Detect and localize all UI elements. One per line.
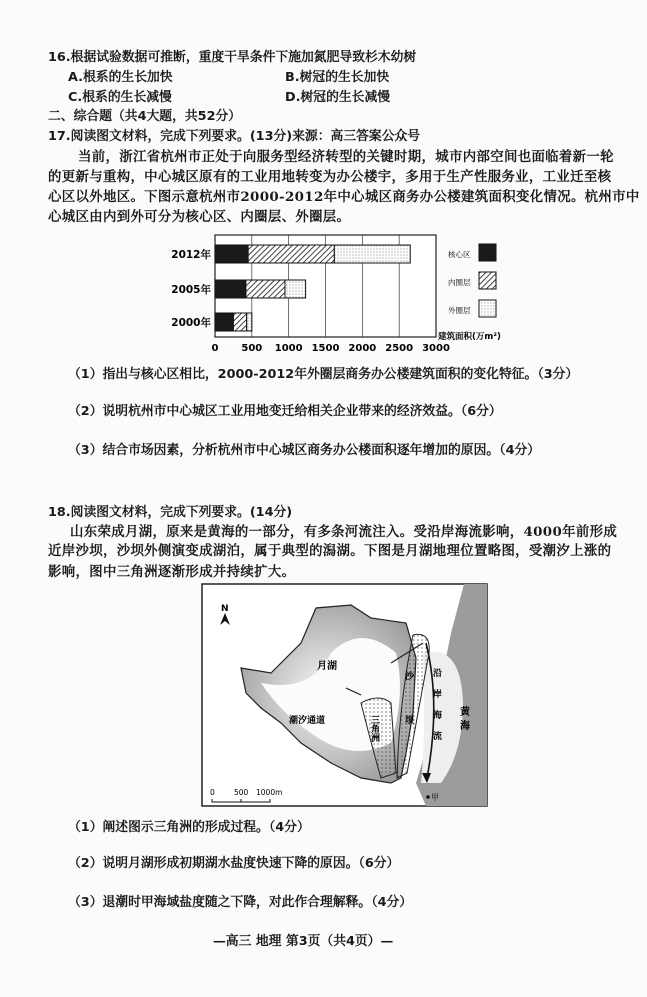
q18-para-line: 山东荣成月湖，原来是黄海的一部分，有多条河流注入。受沿岸海流影响，4000年前形成 bbox=[70, 524, 618, 540]
x-tick-label: 2500 bbox=[385, 343, 414, 354]
q18-title: 18.阅读图文材料，完成下列要求。(14分) bbox=[48, 505, 293, 520]
q16-option-b: B.树冠的生长加快 bbox=[285, 70, 390, 85]
q16-option-a: A.根系的生长加快 bbox=[68, 70, 173, 85]
bar-segment-内圈层 bbox=[233, 313, 246, 331]
q17-para-line: 的更新与重构，中心城区原有的工业用地转变为办公楼宇，多用于生产性服务业，工业迁至核 bbox=[48, 169, 612, 185]
x-axis-label: 建筑面积(万m²) bbox=[438, 332, 501, 342]
q18-para-line: 近岸沙坝，沙坝外侧演变成湖泊，属于典型的潟湖。下图是月湖地理位置略图，受潮汐上涨的 bbox=[48, 543, 612, 559]
q17-para-line: 心区以外地区。下图示意杭州市2000-2012年中心城区商务办公楼建筑面积变化情况。杭州市中 bbox=[48, 189, 640, 205]
yuehu-location-map bbox=[201, 583, 488, 807]
page-footer: —高三 地理 第3页（共4页）— bbox=[213, 934, 394, 949]
q18-question-2: （2）说明月湖形成初期湖水盐度快速下降的原因。（6分） bbox=[68, 856, 400, 871]
q17-para-line: 心城区由内到外可分为核心区、内圈层、外圈层。 bbox=[48, 209, 351, 225]
bar-segment-外圈层 bbox=[285, 280, 306, 298]
q16-stem: 16.根据试验数据可推断，重度干旱条件下施加氮肥导致杉木幼树 bbox=[48, 50, 417, 65]
bar-segment-核心区 bbox=[215, 313, 233, 331]
legend-swatch bbox=[479, 272, 496, 289]
legend-swatch bbox=[479, 244, 496, 261]
north-label: N bbox=[221, 604, 229, 614]
x-tick-label: 500 bbox=[241, 343, 263, 354]
q17-title: 17.阅读图文材料，完成下列要求。(13分)来源：高三答案公众号 bbox=[48, 129, 421, 144]
q18-question-3: （3）退潮时甲海域盐度随之下降，对此作合理解释。（4分） bbox=[68, 895, 413, 910]
bar-segment-内圈层 bbox=[246, 280, 285, 298]
bar-segment-外圈层 bbox=[247, 313, 252, 331]
scale-500: 500 bbox=[234, 788, 249, 797]
office-area-chart bbox=[160, 230, 520, 360]
scale-0: 0 bbox=[210, 788, 215, 797]
y-category-label: 2012年 bbox=[171, 249, 211, 261]
legend-label: 外圈层 bbox=[448, 306, 471, 315]
y-category-label: 2005年 bbox=[171, 284, 211, 296]
section-heading: 二、综合题（共4大题，共52分） bbox=[48, 109, 242, 124]
y-category-label: 2000年 bbox=[171, 317, 211, 329]
current-label: 沿岸海流 bbox=[431, 668, 441, 752]
x-tick-label: 1000 bbox=[274, 343, 303, 354]
legend-label: 内圈层 bbox=[448, 278, 471, 287]
delta-label: 三角洲 bbox=[369, 715, 379, 742]
legend-swatch bbox=[479, 300, 496, 317]
bar-segment-内圈层 bbox=[248, 245, 334, 263]
x-tick-label: 3000 bbox=[422, 343, 450, 354]
x-tick-label: 1500 bbox=[311, 343, 340, 354]
bar-segment-核心区 bbox=[215, 280, 246, 298]
sea-label: 黄海 bbox=[457, 706, 469, 734]
channel-label: 潮汐通道 bbox=[289, 716, 326, 726]
scale-1000: 1000m bbox=[256, 788, 283, 797]
legend-label: 核心区 bbox=[448, 250, 471, 259]
q16-option-c: C.根系的生长减慢 bbox=[68, 90, 172, 105]
q17-question-2: （2）说明杭州市中心城区工业用地变迁给相关企业带来的经济效益。（6分） bbox=[68, 404, 502, 419]
bar-label: 沙坝 bbox=[403, 671, 413, 759]
q18-para-line: 影响，图中三角洲逐渐形成并持续扩大。 bbox=[48, 564, 296, 580]
bar-segment-外圈层 bbox=[334, 245, 410, 263]
q17-question-3: （3）结合市场因素，分析杭州市中心城区商务办公楼面积逐年增加的原因。（4分） bbox=[68, 443, 541, 458]
point-jia-label: 甲 bbox=[431, 793, 439, 802]
x-tick-label: 0 bbox=[211, 343, 219, 354]
x-tick-label: 2000 bbox=[348, 343, 377, 354]
q17-question-1: （1）指出与核心区相比，2000-2012年外圈层商务办公楼建筑面积的变化特征。（3分） bbox=[68, 367, 579, 382]
bar-segment-核心区 bbox=[215, 245, 248, 263]
q18-question-1: （1）阐述图示三角洲的形成过程。（4分） bbox=[68, 820, 310, 835]
q17-para-line: 当前，浙江省杭州市正处于向服务型经济转型的关键时期，城市内部空间也面临着新一轮 bbox=[78, 149, 614, 165]
lake-label: 月湖 bbox=[317, 661, 337, 672]
q16-option-d: D.树冠的生长减慢 bbox=[285, 90, 391, 105]
